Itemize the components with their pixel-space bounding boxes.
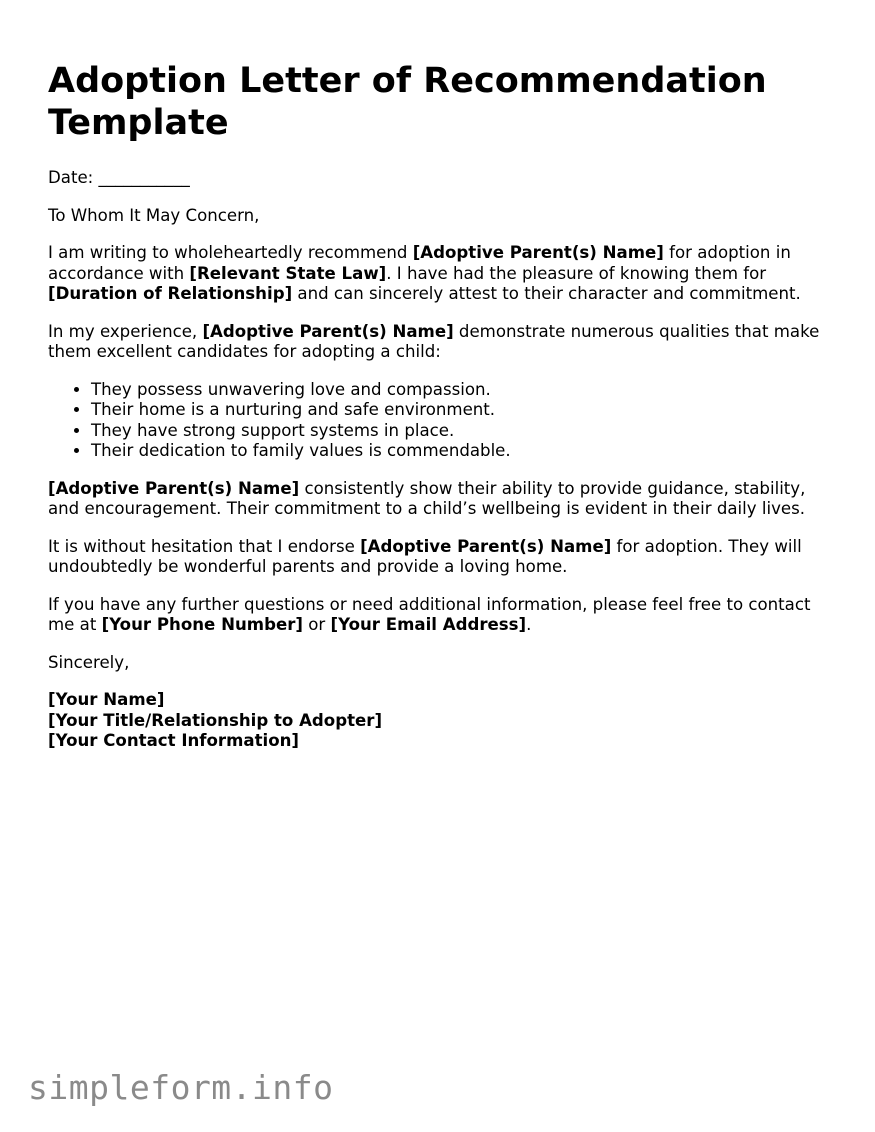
- p2-text-2: demonstrate numerous qualities that make them excellent candidates for adopting a child:: [48, 321, 820, 361]
- list-item: • Their home is a nurturing and safe environment.: [91, 400, 838, 421]
- date-label: Date:: [48, 168, 94, 187]
- date-blank: ___________: [98, 168, 190, 187]
- p1-text-1: I am writing to wholeheartedly recommend: [48, 243, 413, 262]
- p3-text-1: consistently show their ability to provide guidance, stability, and encouragement. Their commitment to a child’s wellbeing is evident in their daily lives.: [48, 478, 806, 518]
- letter-page: [48, 60, 838, 752]
- signature-block: [48, 690, 838, 752]
- page-title: Adoption Letter of Recommendation Template: [48, 61, 767, 143]
- signature-contact: [Your Contact Information]: [48, 731, 300, 750]
- p5-text-1: If you have any further questions or need additional information, please feel free to contact me at: [48, 594, 811, 634]
- signature-name: [Your Name]: [48, 690, 165, 709]
- paragraph-experience: [48, 322, 838, 363]
- p4-text-1: It is without hesitation that I endorse: [48, 536, 361, 556]
- list-item: • They have strong support systems in place.: [91, 421, 838, 442]
- p1-state-law-placeholder: [Relevant State Law]: [189, 263, 387, 283]
- p1-text-4: and can sincerely attest to their character and commitment.: [292, 284, 801, 303]
- phone-number-placeholder: [Your Phone Number]: [101, 615, 303, 634]
- paragraph-contact: [48, 595, 838, 636]
- qualities-list: [48, 380, 838, 462]
- p2-parent-name-placeholder: [Adoptive Parent(s) Name]: [202, 321, 454, 341]
- p5-text-2: or: [302, 615, 331, 634]
- p5-text-3: .: [526, 615, 532, 634]
- signature-title: [Your Title/Relationship to Adopter]: [48, 710, 383, 730]
- paragraph-ability: [48, 479, 838, 520]
- p4-parent-name-placeholder: [Adoptive Parent(s) Name]: [360, 536, 612, 556]
- p3-parent-name-placeholder: [Adoptive Parent(s) Name]: [48, 478, 300, 498]
- p1-parent-name-placeholder: [Adoptive Parent(s) Name]: [412, 243, 664, 262]
- paragraph-endorsement: [48, 537, 838, 578]
- watermark: simpleform.info: [28, 1068, 334, 1107]
- list-item: • They possess unwavering love and compassion.: [91, 380, 838, 401]
- paragraph-recommendation: [48, 243, 838, 305]
- date-line: [48, 168, 838, 189]
- p1-duration-placeholder: [Duration of Relationship]: [48, 284, 293, 303]
- list-item: • Their dedication to family values is commendable.: [91, 441, 838, 462]
- p4-text-2: for adoption. They will undoubtedly be wonderful parents and provide a loving home.: [48, 536, 802, 576]
- p2-text-1: In my experience,: [48, 321, 203, 341]
- p1-text-3: . I have had the pleasure of knowing them for: [386, 263, 767, 283]
- salutation: To Whom It May Concern,: [48, 205, 260, 225]
- p1-text-2: for adoption in accordance with: [48, 243, 791, 283]
- email-address-placeholder: [Your Email Address]: [330, 615, 527, 634]
- closing: Sincerely,: [48, 652, 130, 672]
